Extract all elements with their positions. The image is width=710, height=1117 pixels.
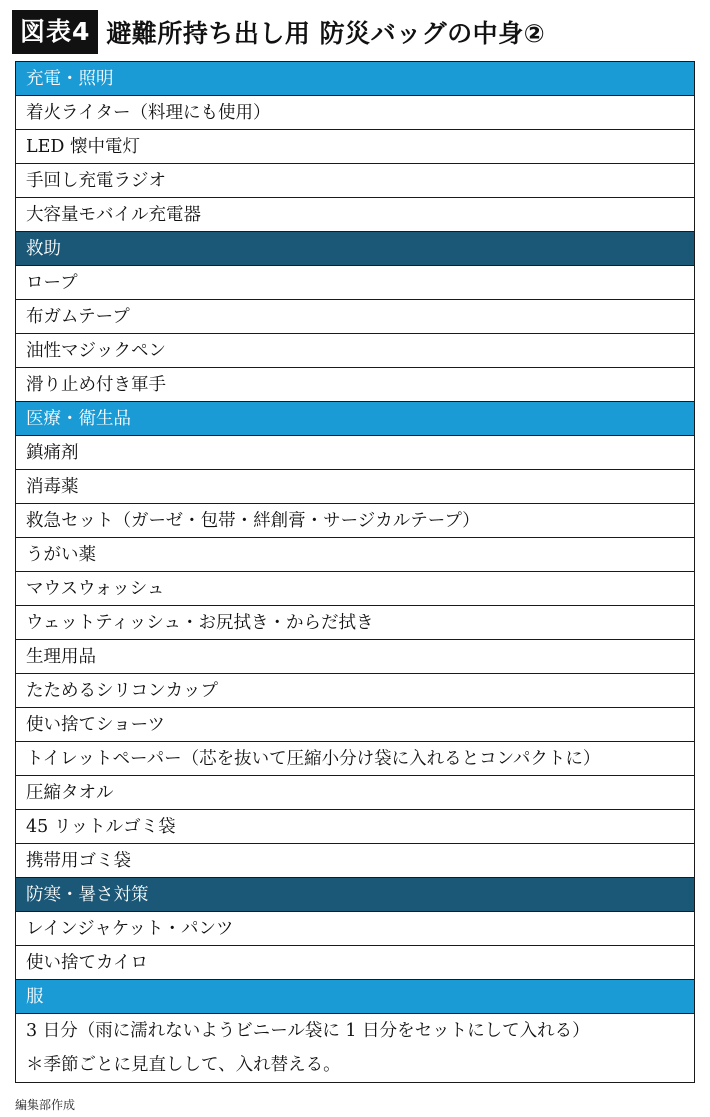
figure-badge: 図表4 bbox=[12, 10, 98, 54]
list-item: 油性マジックペン bbox=[16, 334, 694, 368]
list-item: 着火ライター（料理にも使用） bbox=[16, 96, 694, 130]
note-line: 3 日分（雨に濡れないようビニール袋に 1 日分をセットにして入れる） bbox=[26, 1021, 590, 1041]
list-item: 消毒薬 bbox=[16, 470, 694, 504]
list-item: うがい薬 bbox=[16, 538, 694, 572]
clothing-note bbox=[16, 1014, 694, 1082]
list-item: 鎮痛剤 bbox=[16, 436, 694, 470]
section-header: 充電・照明 bbox=[16, 62, 694, 96]
list-item: 使い捨てショーツ bbox=[16, 708, 694, 742]
list-item: レインジャケット・パンツ bbox=[16, 912, 694, 946]
list-item: トイレットペーパー（芯を抜いて圧縮小分け袋に入れるとコンパクトに） bbox=[16, 742, 694, 776]
title-text: 避難所持ち出し用 防災バッグの中身② bbox=[106, 19, 546, 48]
chart-title bbox=[12, 10, 545, 54]
list-item: 生理用品 bbox=[16, 640, 694, 674]
list-item: 大容量モバイル充電器 bbox=[16, 198, 694, 232]
section-header: 防寒・暑さ対策 bbox=[16, 878, 694, 912]
list-item: 手回し充電ラジオ bbox=[16, 164, 694, 198]
list-item: ウェットティッシュ・お尻拭き・からだ拭き bbox=[16, 606, 694, 640]
list-item: 45 リットルゴミ袋 bbox=[16, 810, 694, 844]
list-item: マウスウォッシュ bbox=[16, 572, 694, 606]
section-header: 医療・衛生品 bbox=[16, 402, 694, 436]
list-item: 圧縮タオル bbox=[16, 776, 694, 810]
list-item: 布ガムテープ bbox=[16, 300, 694, 334]
list-item: たためるシリコンカップ bbox=[16, 674, 694, 708]
list-item: 救急セット（ガーゼ・包帯・絆創膏・サージカルテープ） bbox=[16, 504, 694, 538]
checklist-table bbox=[15, 61, 695, 1083]
list-item: 携帯用ゴミ袋 bbox=[16, 844, 694, 878]
section-header: 服 bbox=[16, 980, 694, 1014]
source-credit: 編集部作成 bbox=[15, 1098, 76, 1112]
section-header: 救助 bbox=[16, 232, 694, 266]
list-item: 使い捨てカイロ bbox=[16, 946, 694, 980]
note-line: ＊季節ごとに見直しして、入れ替える。 bbox=[26, 1055, 341, 1075]
list-item: LED 懐中電灯 bbox=[16, 130, 694, 164]
list-item: ロープ bbox=[16, 266, 694, 300]
list-item: 滑り止め付き軍手 bbox=[16, 368, 694, 402]
